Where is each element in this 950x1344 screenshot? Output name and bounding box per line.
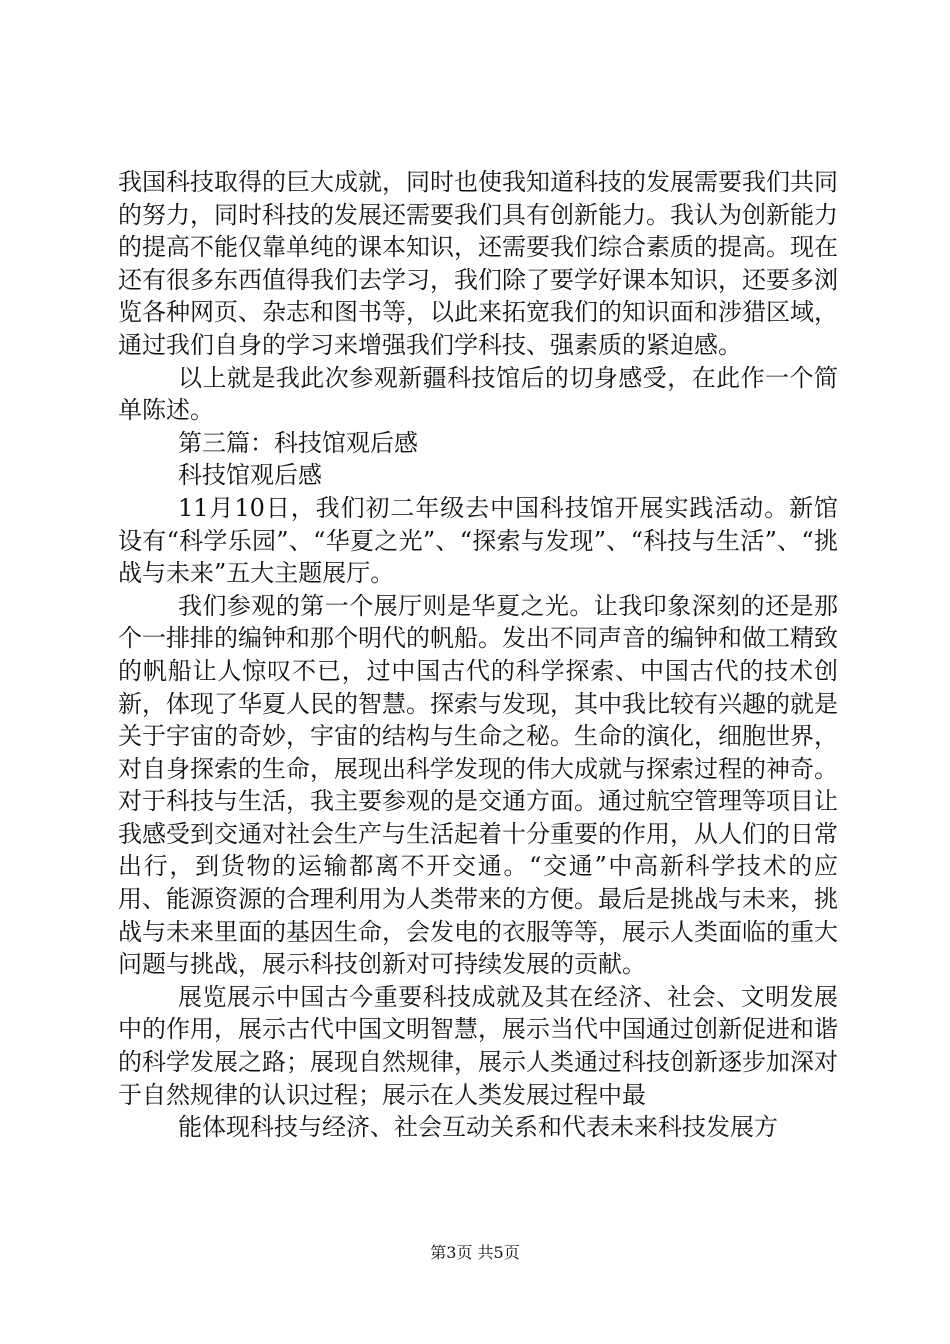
paragraph-4: 我们参观的第一个展厅则是华夏之光。让我印象深刻的还是那个一排排的编钟和那个明代的帆船。发出不同声音的编钟和做工精致的帆船让人惊叹不已，过中国古代的科学探索、中国古代的技术创新，体现了华夏人民的智慧。探索与发现，其中我比较有兴趣的就是关于宇宙的奇妙，宇宙的结构与生命之秘。生命的演化，细胞世界，对自身探索的生命，展现出科学发现的伟大成就与探索过程的神奇。对于科技与生活，我主要参观的是交通方面。通过航空管理等项目让我感受到交通对社会生产与生活起着十分重要的作用，从人们的日常出行，到货物的运输都离不开交通。“交通”中高新科学技术的应用、能源资源的合理利用为人类带来的方便。最后是挑战与未来，挑战与未来里面的基因生命，会发电的衣服等等，展示人类面临的重大问题与挑战，展示科技创新对可持续发展的贡献。 bbox=[118, 591, 838, 979]
paragraph-6: 能体现科技与经济、社会互动关系和代表未来科技发展方 bbox=[178, 1113, 778, 1142]
paragraph-3: 11月10日，我们初二年级去中国科技馆开展实践活动。新馆设有“科学乐园”、“华夏之光”、“探索与发现”、“科技与生活”、“挑战与未来”五大主题展厅。 bbox=[118, 493, 838, 588]
document-body bbox=[118, 166, 838, 1144]
page-footer: 第3页 共5页 bbox=[430, 1243, 520, 1262]
paragraph-2: 以上就是我此次参观新疆科技馆后的切身感受，在此作一个简单陈述。 bbox=[118, 363, 838, 425]
article-title: 科技馆观后感 bbox=[178, 461, 322, 490]
section-heading: 第三篇：科技馆观后感 bbox=[178, 428, 418, 457]
paragraph-1: 我国科技取得的巨大成就，同时也使我知道科技的发展需要我们共同的努力，同时科技的发展还需要我们具有创新能力。我认为创新能力的提高不能仅靠单纯的课本知识，还需要我们综合素质的提高。现在还有很多东西值得我们去学习，我们除了要学好课本知识，还要多浏览各种网页、杂志和图书等，以此来拓宽我们的知识面和涉猎区域，通过我们自身的学习来增强我们学科技、强素质的紧迫感。 bbox=[118, 168, 838, 359]
paragraph-5: 展览展示中国古今重要科技成就及其在经济、社会、文明发展中的作用，展示古代中国文明智慧，展示当代中国通过创新促进和谐的科学发展之路；展现自然规律，展示人类通过科技创新逐步加深对于自然规律的认识过程；展示在人类发展过程中最 bbox=[118, 982, 838, 1109]
